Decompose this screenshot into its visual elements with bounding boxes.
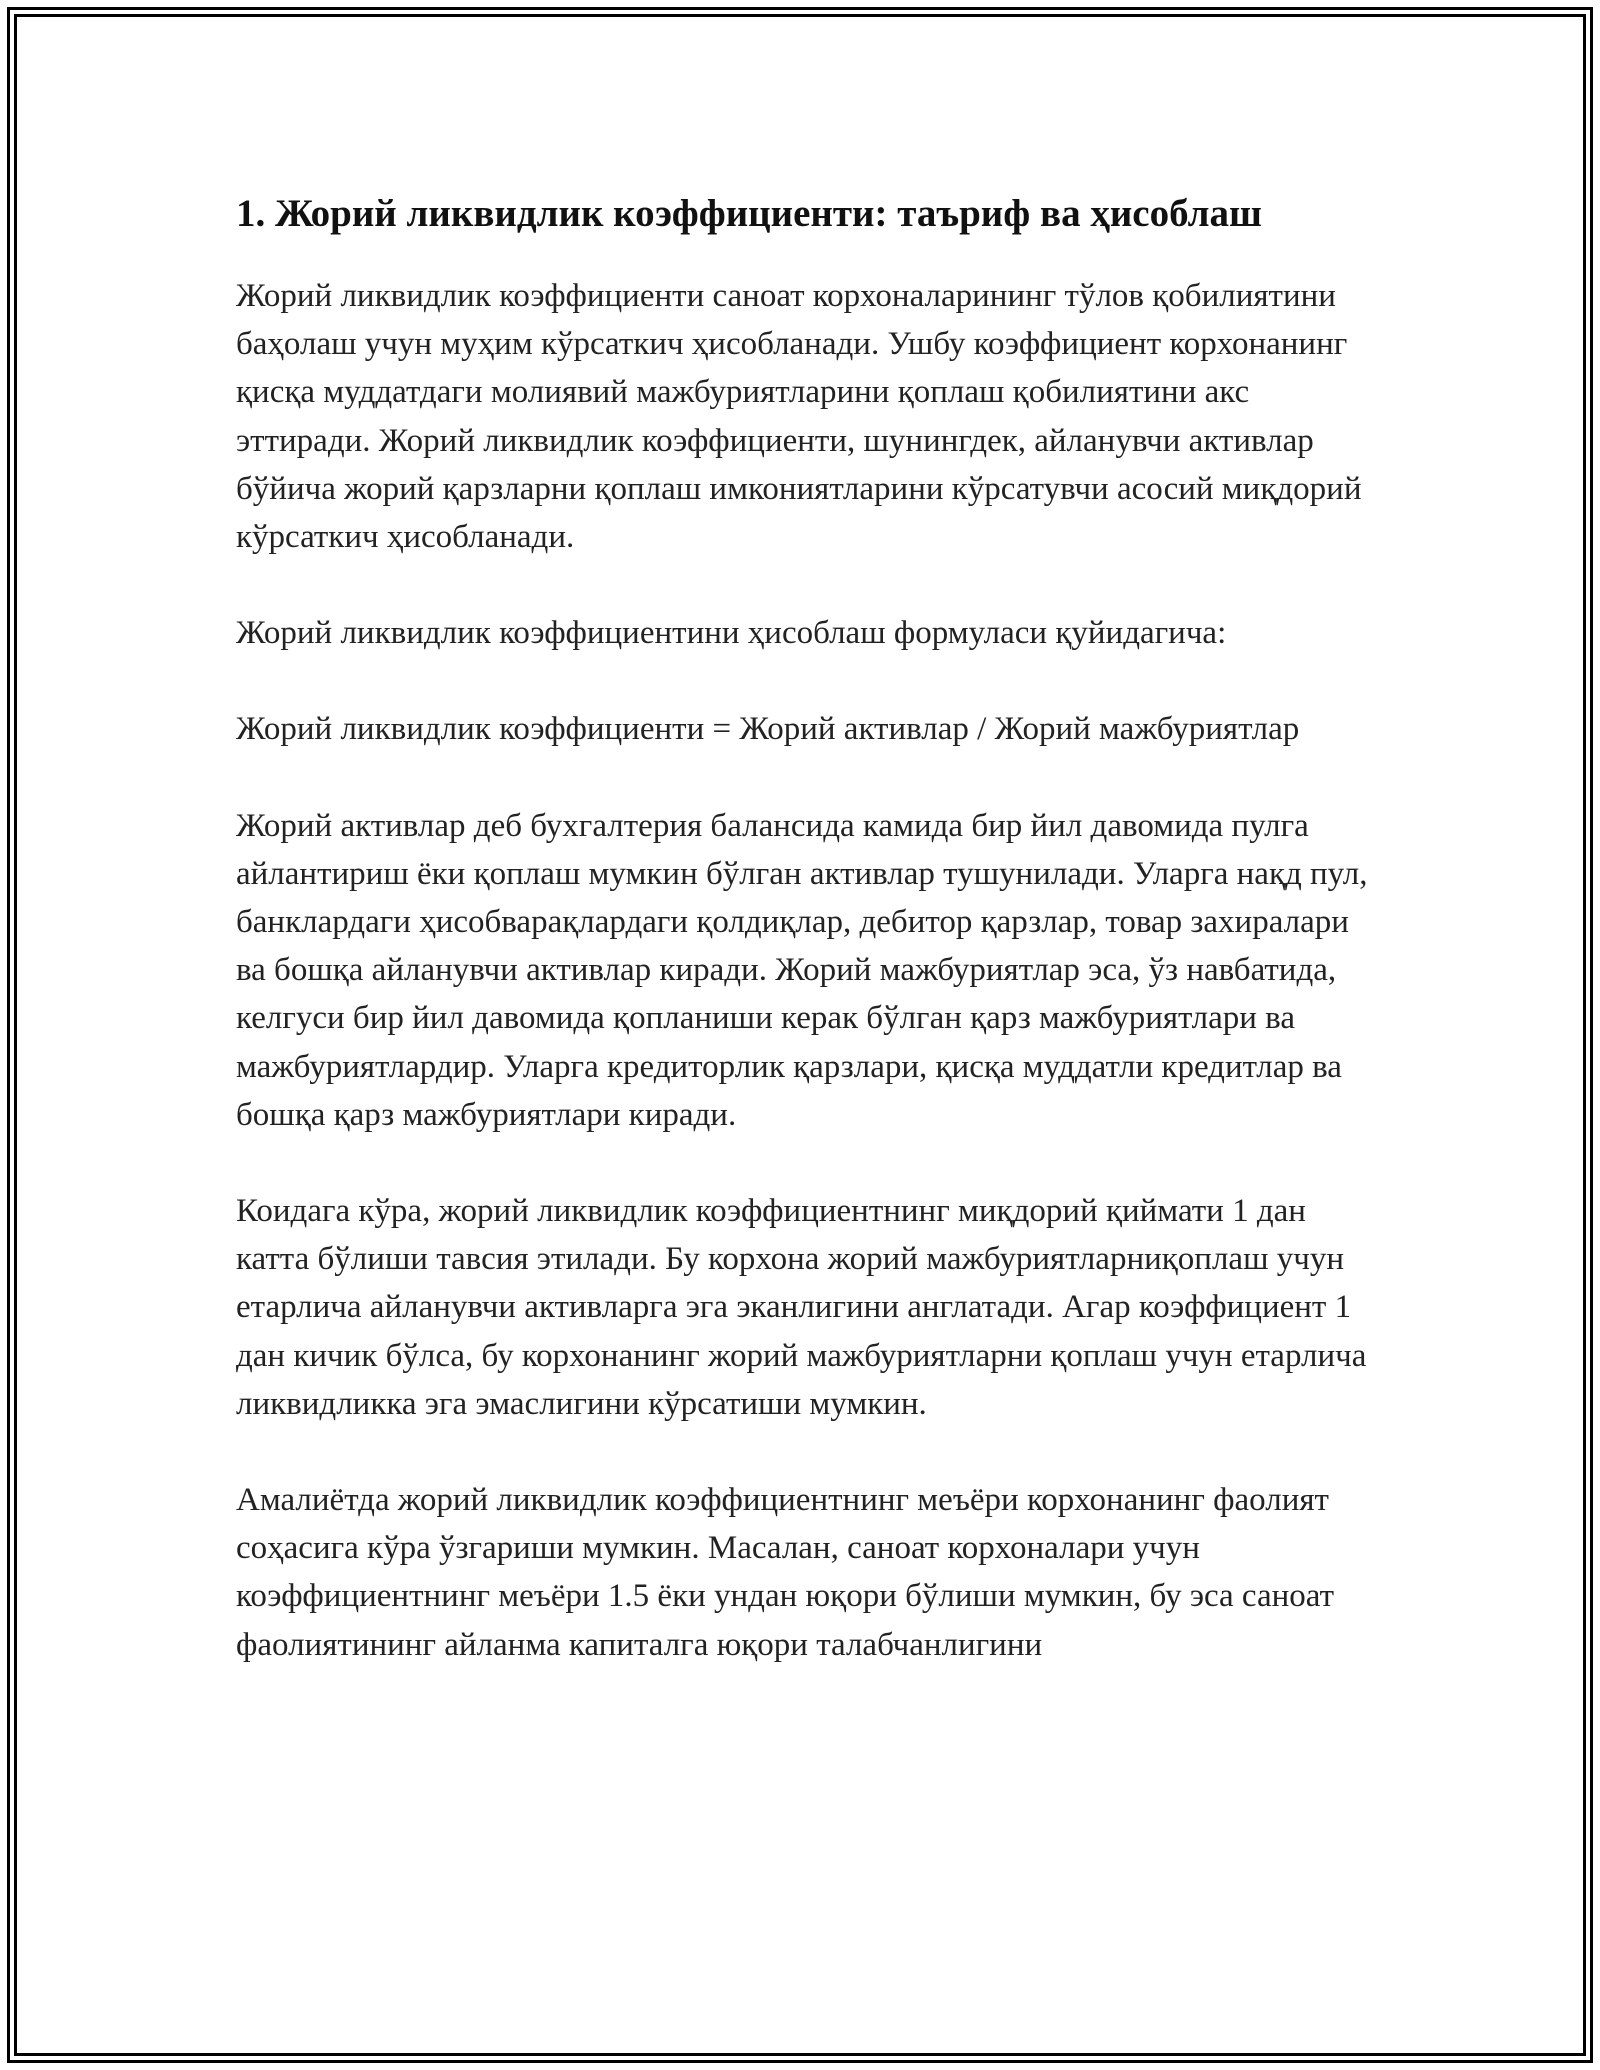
paragraph-intro: Жорий ликвидлик коэффициенти саноат корхоналарининг тўлов қобилиятини баҳолаш учун муҳим кўрсаткич ҳисобланади. Ушбу коэффициент корхонанинг қисқа муддатдаги молиявий мажбуриятларини қоплаш қобилиятини акс эттиради. Жорий ликвидлик коэффициенти, шунингдек, айланувчи активлар бўйича жорий қарзларни қоплаш имкониятларини кўрсатувчи асосий миқдорий кўрсаткич ҳисобланади. [236, 278, 1362, 556]
paragraph-norm: Коидага кўра, жорий ликвидлик коэффициентнинг миқдорий қиймати 1 дан катта бўлиши тавсия этилади. Бу корхона жорий мажбуриятларниқоплаш учун етарлича айланувчи активларга эга эканлигини англатади. Агар коэффициент 1 дан кичик бўлса, бу корхонанинг жорий мажбуриятларни қоплаш учун етарлича ликвидликка эга эмаслигини кўрсатиши мумкин. [236, 1193, 1367, 1422]
document-body [236, 186, 1386, 1717]
paragraph-definitions: Жорий активлар деб бухгалтерия балансида камида бир йил давомида пулга айлантириш ёки қоплаш мумкин бўлган активлар тушунилади. Уларга нақд пул, банклардаги ҳисобварақлардаги қолдиқлар, дебитор қарзлар, товар захиралари ва бошқа айланувчи активлар киради. Жорий мажбуриятлар эса, ўз навбатида, келгуси бир йил давомида қопланиши керак бўлган қарз мажбуриятлари ва мажбуриятлардир. Уларга кредиторлик қарзлари, қисқа муддатли кредитлар ва бошқа қарз мажбуриятлари киради. [236, 807, 1368, 1133]
paragraph-formula: Жорий ликвидлик коэффициенти = Жорий активлар / Жорий мажбуриятлар [236, 711, 1300, 748]
section-heading: 1. Жорий ликвидлик коэффициенти: таъриф ва ҳисоблаш [236, 192, 1262, 235]
paragraph-practice: Амалиётда жорий ликвидлик коэффициентнинг меъёри корхонанинг фаолият соҳасига кўра ўзгариши мумкин. Масалан, саноат корхоналари учун коэффициентнинг меъёри 1.5 ёки ундан юқори бўлиши мумкин, бу эса саноат фаолиятининг айланма капиталга юқори талабчанлигини [236, 1482, 1335, 1663]
paragraph-formula-intro: Жорий ликвидлик коэффициентини ҳисоблаш формуласи қуйидагича: [236, 615, 1227, 652]
